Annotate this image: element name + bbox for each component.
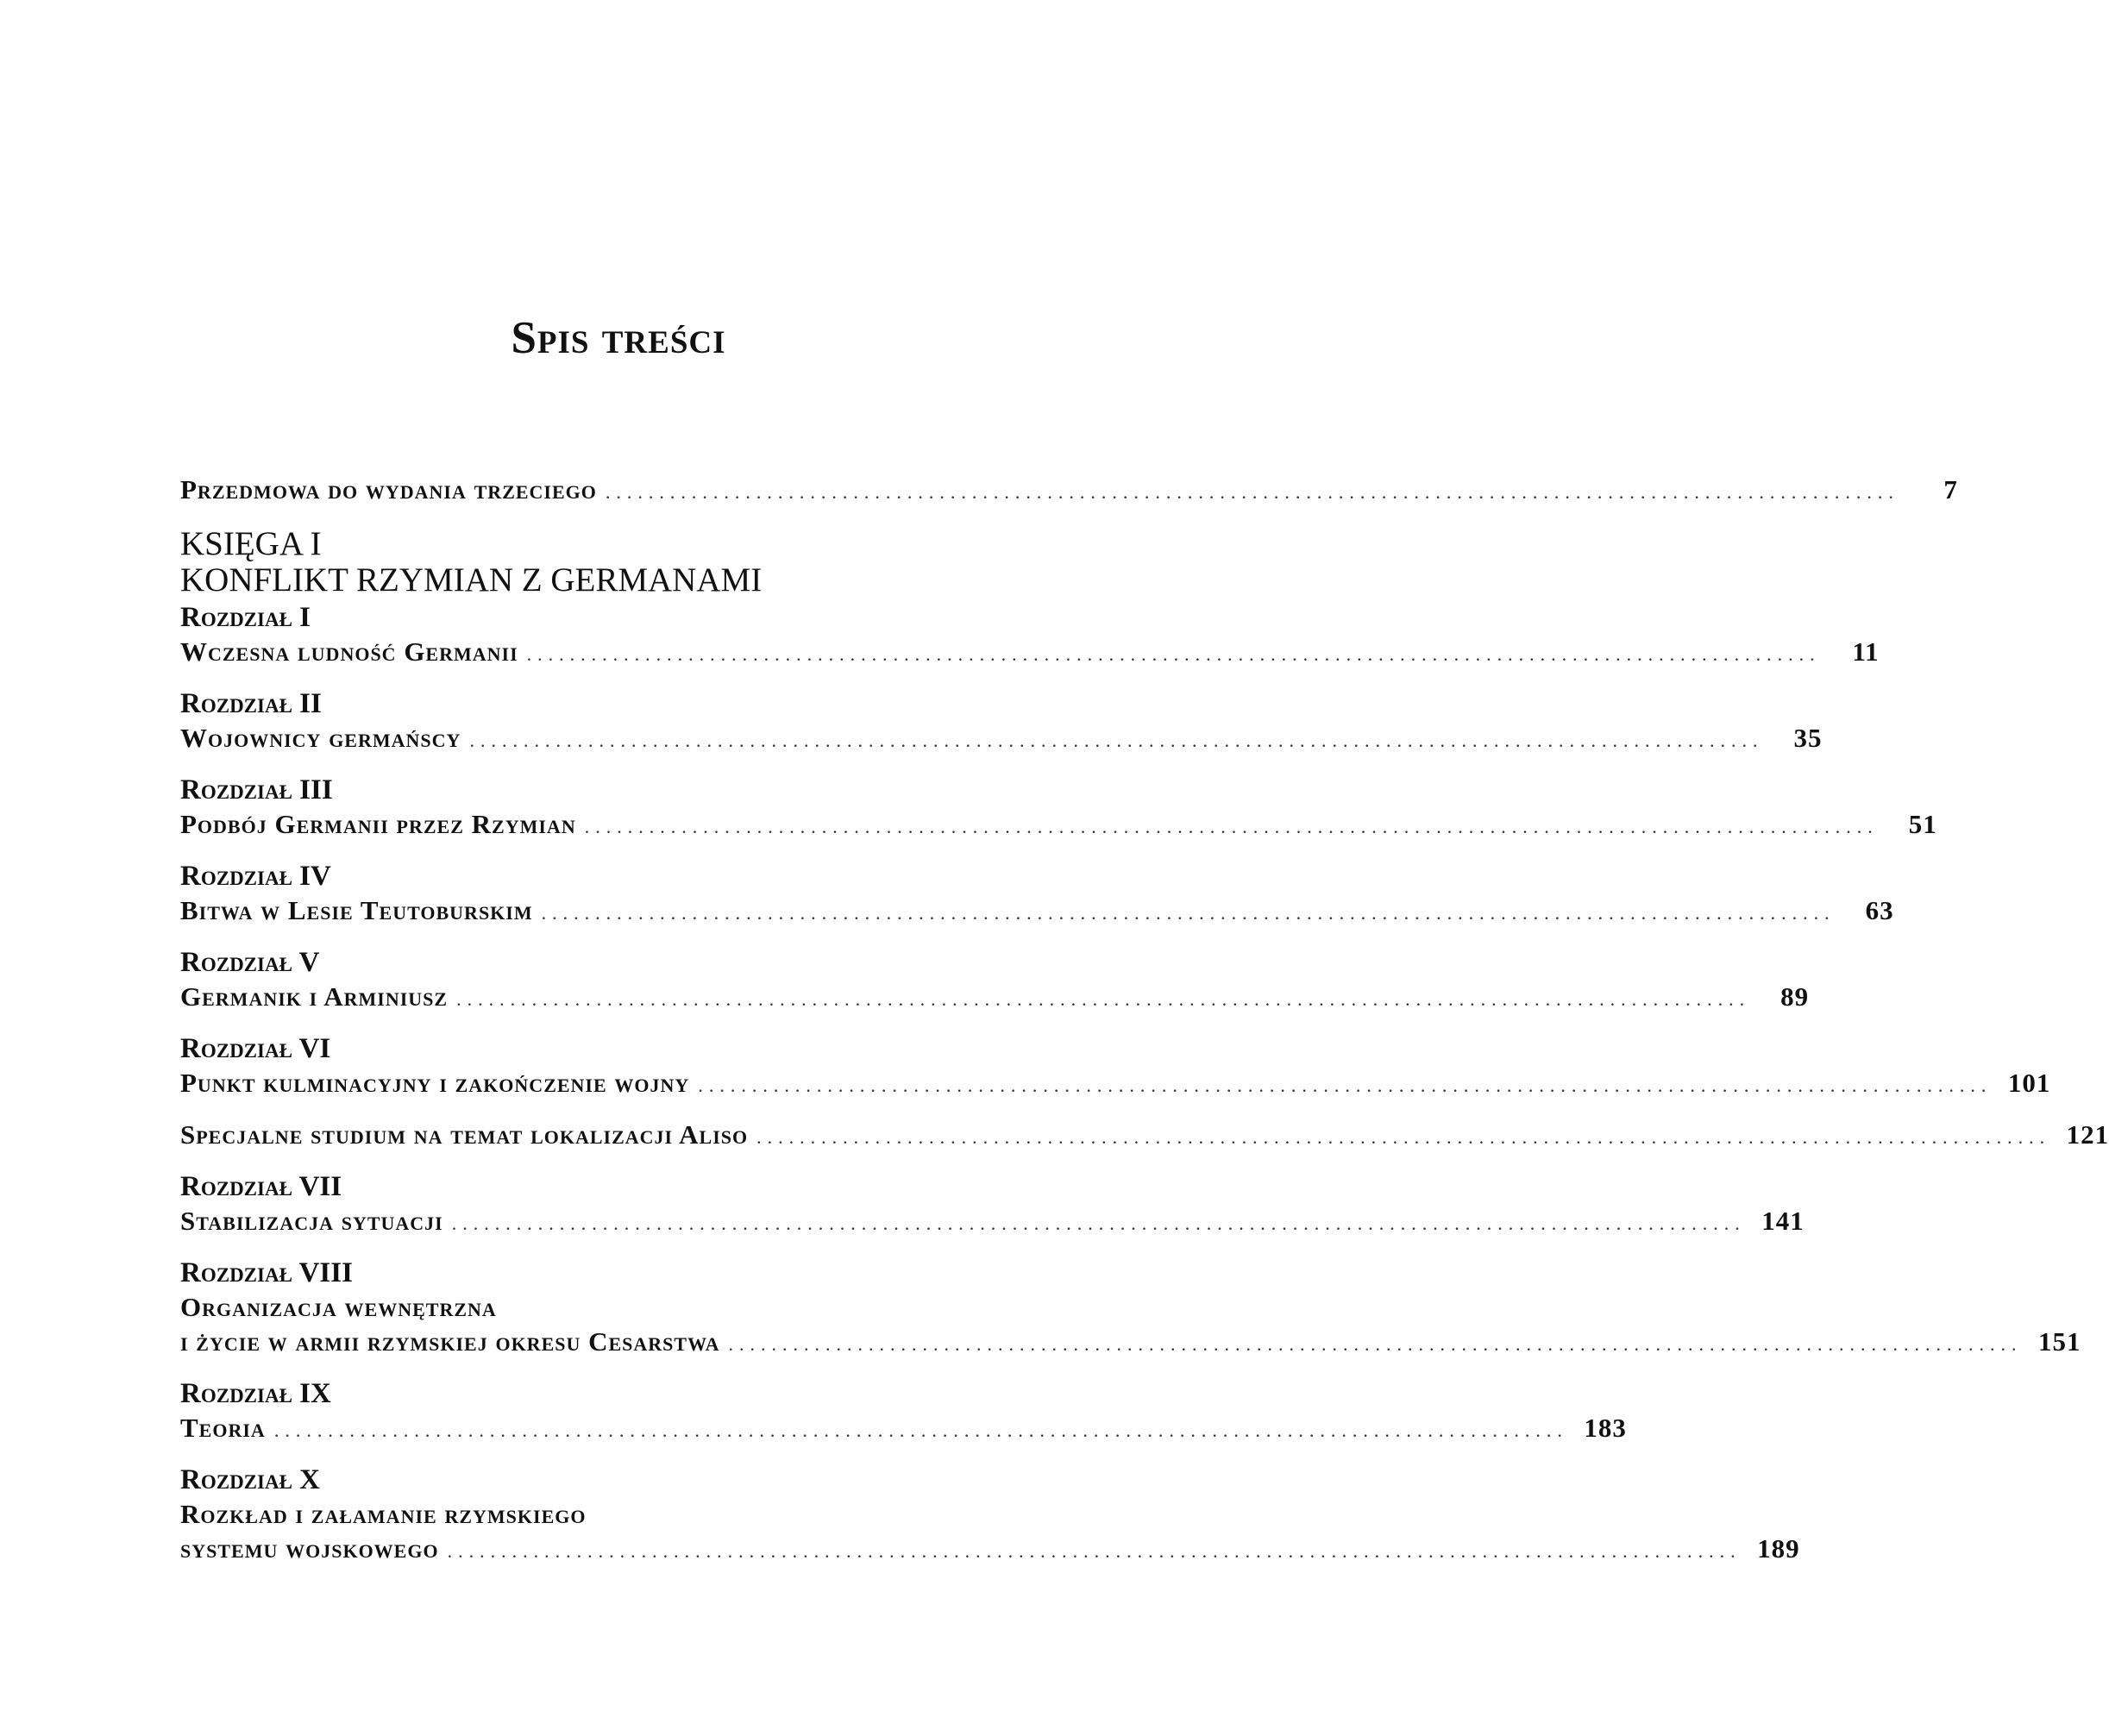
toc-entry-title-line: Rozkład i załamanie rzymskiego bbox=[180, 1499, 587, 1529]
toc-entry bbox=[180, 1376, 1627, 1445]
dot-leader: ........................................................................................................................ bbox=[469, 730, 1764, 751]
toc-entry bbox=[180, 600, 1880, 669]
chapter-label: Rozdział X bbox=[180, 1464, 320, 1495]
toc-entry-title: Specjalne studium na temat lokalizacji Aliso bbox=[180, 1119, 749, 1150]
toc-entry-title: Teoria bbox=[180, 1413, 266, 1443]
dot-leader: ........................................................................................................................ bbox=[698, 1075, 1993, 1096]
toc-entry-title: Punkt kulminacyjny i zakończenie wojny bbox=[180, 1068, 690, 1098]
toc-page-number: 11 bbox=[1852, 636, 1880, 667]
dot-leader: ........................................................................................................................ bbox=[584, 816, 1879, 837]
chapter-label: Rozdział V bbox=[180, 947, 320, 978]
toc-entry-title: Podbój Germanii przez Rzymian bbox=[180, 809, 576, 839]
dot-leader: ........................................................................................................................ bbox=[526, 643, 1821, 665]
toc-entry-row bbox=[180, 807, 1937, 842]
toc-page-number: 151 bbox=[2038, 1326, 2081, 1357]
dot-leader: ........................................................................................................................ bbox=[756, 1126, 2051, 1148]
toc-entry bbox=[180, 859, 1894, 928]
book-heading bbox=[180, 526, 1057, 599]
toc-entry-row bbox=[180, 635, 1880, 669]
toc-entry bbox=[180, 773, 1937, 842]
toc-entry-title-line: Organizacja wewnętrzna bbox=[180, 1292, 497, 1322]
toc-entry-title: Stabilizacja sytuacji bbox=[180, 1206, 443, 1236]
toc-entry bbox=[180, 1169, 1805, 1238]
toc-entry-title: i życie w armii rzymskiej okresu Cesarstwa bbox=[180, 1326, 720, 1357]
chapter-label: Rozdział VII bbox=[180, 1171, 342, 1202]
toc-page-number: 63 bbox=[1865, 895, 1894, 925]
toc-entry bbox=[180, 1031, 2051, 1100]
toc-entry-title: Przedmowa do wydania trzeciego bbox=[180, 474, 597, 505]
dot-leader: ........................................................................................................................ bbox=[273, 1420, 1568, 1441]
chapter-label: Rozdział III bbox=[180, 774, 333, 805]
dot-leader: ........................................................................................................................ bbox=[605, 481, 1899, 503]
toc-entry-row bbox=[180, 1066, 2051, 1100]
chapter-label: Rozdział I bbox=[180, 602, 311, 633]
toc-entry-row bbox=[180, 1118, 2109, 1152]
chapter-label: Rozdział IX bbox=[180, 1378, 331, 1409]
toc-entry-title: Germanik i Arminiusz bbox=[180, 981, 449, 1012]
chapter-label: Rozdział IV bbox=[180, 861, 331, 892]
toc-entries bbox=[180, 600, 2109, 1566]
toc-entry-title: systemu wojskowego bbox=[180, 1533, 439, 1564]
toc-page-number: 7 bbox=[1943, 474, 1958, 505]
book-title: KONFLIKT RZYMIAN Z GERMANAMI bbox=[180, 561, 763, 599]
toc-entry-row bbox=[180, 980, 1810, 1014]
dot-leader: ........................................................................................................................ bbox=[456, 988, 1751, 1010]
toc-entry bbox=[180, 1463, 1800, 1566]
dot-leader: ........................................................................................................................ bbox=[728, 1333, 2023, 1355]
dot-leader: ........................................................................................................................ bbox=[541, 902, 1836, 924]
toc-entry-title: Wojownicy germańscy bbox=[180, 723, 461, 753]
toc-entry bbox=[180, 945, 1810, 1014]
toc-entry-row bbox=[180, 1532, 1800, 1566]
chapter-label: Rozdział VI bbox=[180, 1033, 331, 1064]
toc-entry bbox=[180, 1256, 2081, 1359]
dot-leader: ........................................................................................................................ bbox=[451, 1213, 1746, 1234]
chapter-label: Rozdział VIII bbox=[180, 1257, 353, 1288]
toc-page-number: 51 bbox=[1908, 809, 1937, 839]
toc-entry bbox=[180, 1118, 2109, 1152]
toc-entry-title: Bitwa w Lesie Teutoburskim bbox=[180, 895, 533, 925]
toc-entry-row bbox=[180, 1204, 1805, 1238]
toc-entry bbox=[180, 686, 1823, 755]
toc-entry-row bbox=[180, 1325, 2081, 1359]
toc-entry-row bbox=[180, 893, 1894, 928]
book-number: KSIĘGA I bbox=[180, 525, 322, 562]
toc-page-number: 141 bbox=[1761, 1206, 1805, 1236]
chapter-label: Rozdział II bbox=[180, 688, 322, 719]
toc-page-number: 183 bbox=[1584, 1413, 1627, 1443]
page-title: Spis treści bbox=[511, 313, 726, 363]
toc-page-number: 89 bbox=[1780, 981, 1810, 1012]
toc-entry-title: Wczesna ludność Germanii bbox=[180, 636, 518, 667]
toc-page-number: 35 bbox=[1793, 723, 1823, 753]
dot-leader: ........................................................................................................................ bbox=[447, 1540, 1742, 1562]
toc-entry-row bbox=[180, 1411, 1627, 1445]
toc-page-number: 121 bbox=[2066, 1119, 2109, 1150]
toc-page-number: 101 bbox=[2007, 1068, 2051, 1098]
toc-entry-preface bbox=[180, 473, 1958, 507]
toc-entry-row bbox=[180, 721, 1823, 755]
toc-page-number: 189 bbox=[1757, 1533, 1800, 1564]
table-of-contents bbox=[180, 473, 2109, 1566]
